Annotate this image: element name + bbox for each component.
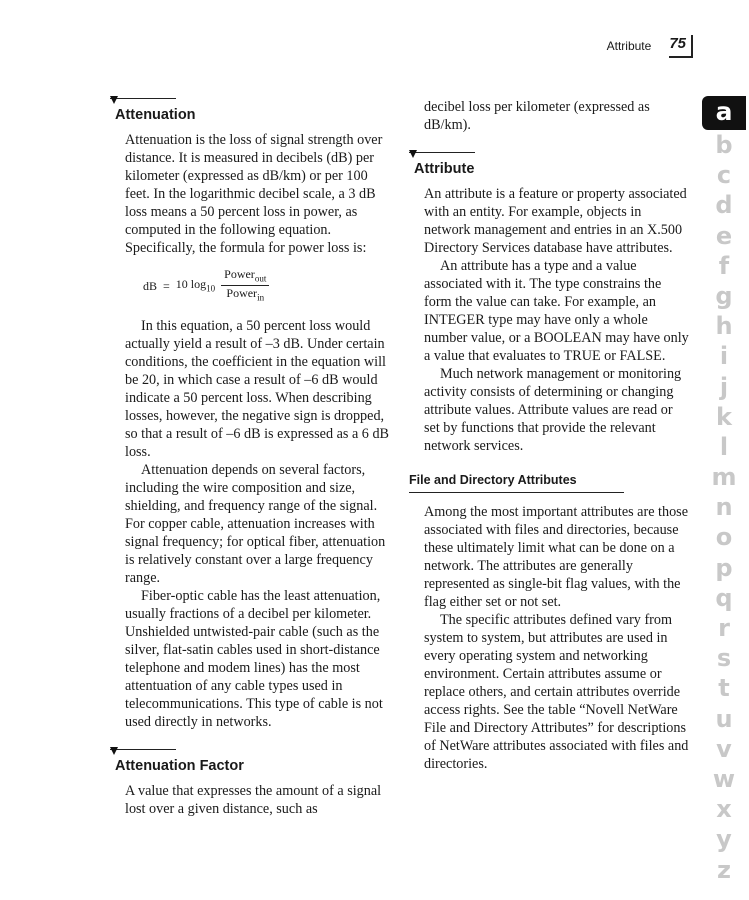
entry-heading-attribute (409, 152, 691, 179)
alphabet-letter-v[interactable]: v (716, 734, 732, 763)
formula-denominator-text: Power (226, 286, 258, 301)
alphabet-letter-e[interactable]: e (715, 221, 733, 250)
alphabet-letter-x[interactable]: x (716, 795, 732, 824)
alphabet-letter-d[interactable]: d (715, 191, 733, 220)
attenuation-paragraph-3: Attenuation depends on several factors, including the wire composition and size, shielding, and frequency range of the signal. For copper cable, attenuation increases with signal frequency; for optical fiber, attenuation is relatively constant over a large frequency range. (125, 461, 386, 586)
running-head: Attribute (606, 39, 652, 53)
alphabet-letter-f[interactable]: f (718, 251, 730, 280)
alphabet-letter-w[interactable]: w (712, 764, 736, 793)
formula-numerator-sub: out (254, 273, 267, 284)
heading-rule (110, 749, 176, 750)
formula-denominator (223, 286, 267, 304)
alphabet-tab-current[interactable]: a (702, 96, 746, 130)
alphabet-letter-k[interactable]: k (716, 402, 732, 431)
spacer (409, 134, 691, 152)
alphabet-letter-s[interactable]: s (716, 644, 732, 673)
alphabet-letter-b[interactable]: b (715, 131, 733, 159)
alphabet-letter-h[interactable]: h (715, 312, 733, 341)
formula-equals: = (163, 278, 170, 293)
alphabet-letter-j[interactable]: j (719, 372, 729, 401)
alphabet-letter-p[interactable]: p (715, 553, 733, 582)
heading-attribute: Attribute (414, 161, 475, 177)
alphabet-letter-q[interactable]: q (715, 583, 733, 612)
file-dir-paragraph-2: The specific attributes defined vary from system to system, but attributes are used in every operating system and networking environment. Certain attributes assume or replace others, and certain attributes override access rights. See the table “Novell NetWare File and Directory Attributes” for descriptions of NetWare attributes associated with files and directories. (424, 612, 689, 772)
page-header (607, 34, 693, 58)
attribute-paragraph-2: An attribute has a type and a value associated with it. The type constrains the form the value can take. For example, an INTEGER type may have only a whole number value, or a BOOLEAN may have only a value that evaluates to TRUE or FALSE. (424, 258, 689, 364)
right-column (409, 98, 691, 773)
alphabet-letter-u[interactable]: u (715, 704, 733, 733)
heading-attenuation: Attenuation (115, 107, 196, 123)
triangle-marker-icon (110, 96, 118, 104)
subheading-file-directory-attributes: File and Directory Attributes (409, 471, 624, 493)
formula-log-text: 10 log (175, 276, 207, 291)
alphabet-letter-t[interactable]: t (718, 674, 730, 703)
alphabet-letter-i[interactable]: i (719, 342, 729, 371)
alphabet-thumb-index (702, 96, 746, 885)
alphabet-letter-m[interactable]: m (711, 463, 737, 492)
formula-denominator-sub: in (257, 292, 265, 303)
heading-rule (409, 152, 475, 153)
alphabet-letter-g[interactable]: g (715, 281, 733, 310)
left-column (110, 98, 392, 818)
continued-paragraph: decibel loss per kilometer (expressed as dB/km). (424, 99, 650, 133)
formula-fraction (221, 267, 269, 305)
spacer (409, 455, 691, 465)
entry-heading-attenuation-factor (110, 749, 392, 776)
alphabet-letter-c[interactable]: c (716, 161, 732, 190)
alphabet-letter-n[interactable]: n (715, 493, 733, 522)
heading-rule (110, 98, 176, 99)
spacer (409, 493, 691, 503)
formula-log (176, 275, 215, 297)
alphabet-letter-z[interactable]: z (717, 855, 731, 884)
heading-attenuation-factor: Attenuation Factor (115, 757, 244, 774)
alphabet-letter-y[interactable]: y (716, 825, 732, 854)
formula-lhs: dB (143, 278, 158, 293)
spacer (110, 731, 392, 749)
page-number: 75 (669, 35, 693, 58)
triangle-marker-icon (110, 747, 118, 755)
formula-numerator (221, 267, 269, 286)
attenuation-paragraph-4: Fiber-optic cable has the least attenuation, usually fractions of a decibel per kilometer. Unshielded untwisted-pair cable (such as the silver, flat-satin cables used in short-distance telephone and modem lines) has the most attentuation of any cable types used in telecommunications. This type of cable is not used directly in networks. (125, 587, 383, 730)
alphabet-letter-o[interactable]: o (715, 523, 733, 552)
attenuation-paragraph-1: Attenuation is the loss of signal strength over distance. It is measured in decibels (dB) per kilometer (expressed as dB/km) or per 100 feet. In the logarithmic decibel scale, a 3 dB loss means a 50 percent loss in power, as computed in the following equation. Specifically, the formula for power loss is: (125, 132, 383, 256)
formula-log-base: 10 (206, 283, 216, 294)
triangle-marker-icon (409, 150, 417, 158)
alphabet-letter-r[interactable]: r (718, 614, 730, 642)
power-loss-formula (143, 267, 392, 305)
attribute-paragraph-3: Much network management or monitoring activity consists of determining or changing attribute values. Attribute values are read or set by functions that provide the relevant network services. (424, 366, 682, 454)
entry-heading-attenuation (110, 98, 392, 125)
attenuation-factor-paragraph-1: A value that expresses the amount of a signal lost over a given distance, such as (125, 782, 382, 817)
alphabet-letter-l[interactable]: l (719, 432, 729, 461)
attribute-paragraph-1: An attribute is a feature or property associated with an entity. For example, objects in network management and entries in an X.500 Directory Services database have attributes. (424, 186, 687, 256)
formula-numerator-text: Power (224, 267, 255, 281)
attenuation-paragraph-2: In this equation, a 50 percent loss would actually yield a result of –3 dB. Under certain conditions, the coefficient in the equation will be 20, in which case a result of –6 dB would indicate a 50 percent loss. When describing losses, however, the negative sign is dropped, so that a result of –6 dB is expressed as a 6 dB loss. (125, 317, 389, 460)
file-dir-paragraph-1: Among the most important attributes are those associated with files and directories, because these ultimately limit what can be done on a network. The attributes are generally represented as single-bit flag values, with the flag either set or not set. (424, 504, 688, 610)
